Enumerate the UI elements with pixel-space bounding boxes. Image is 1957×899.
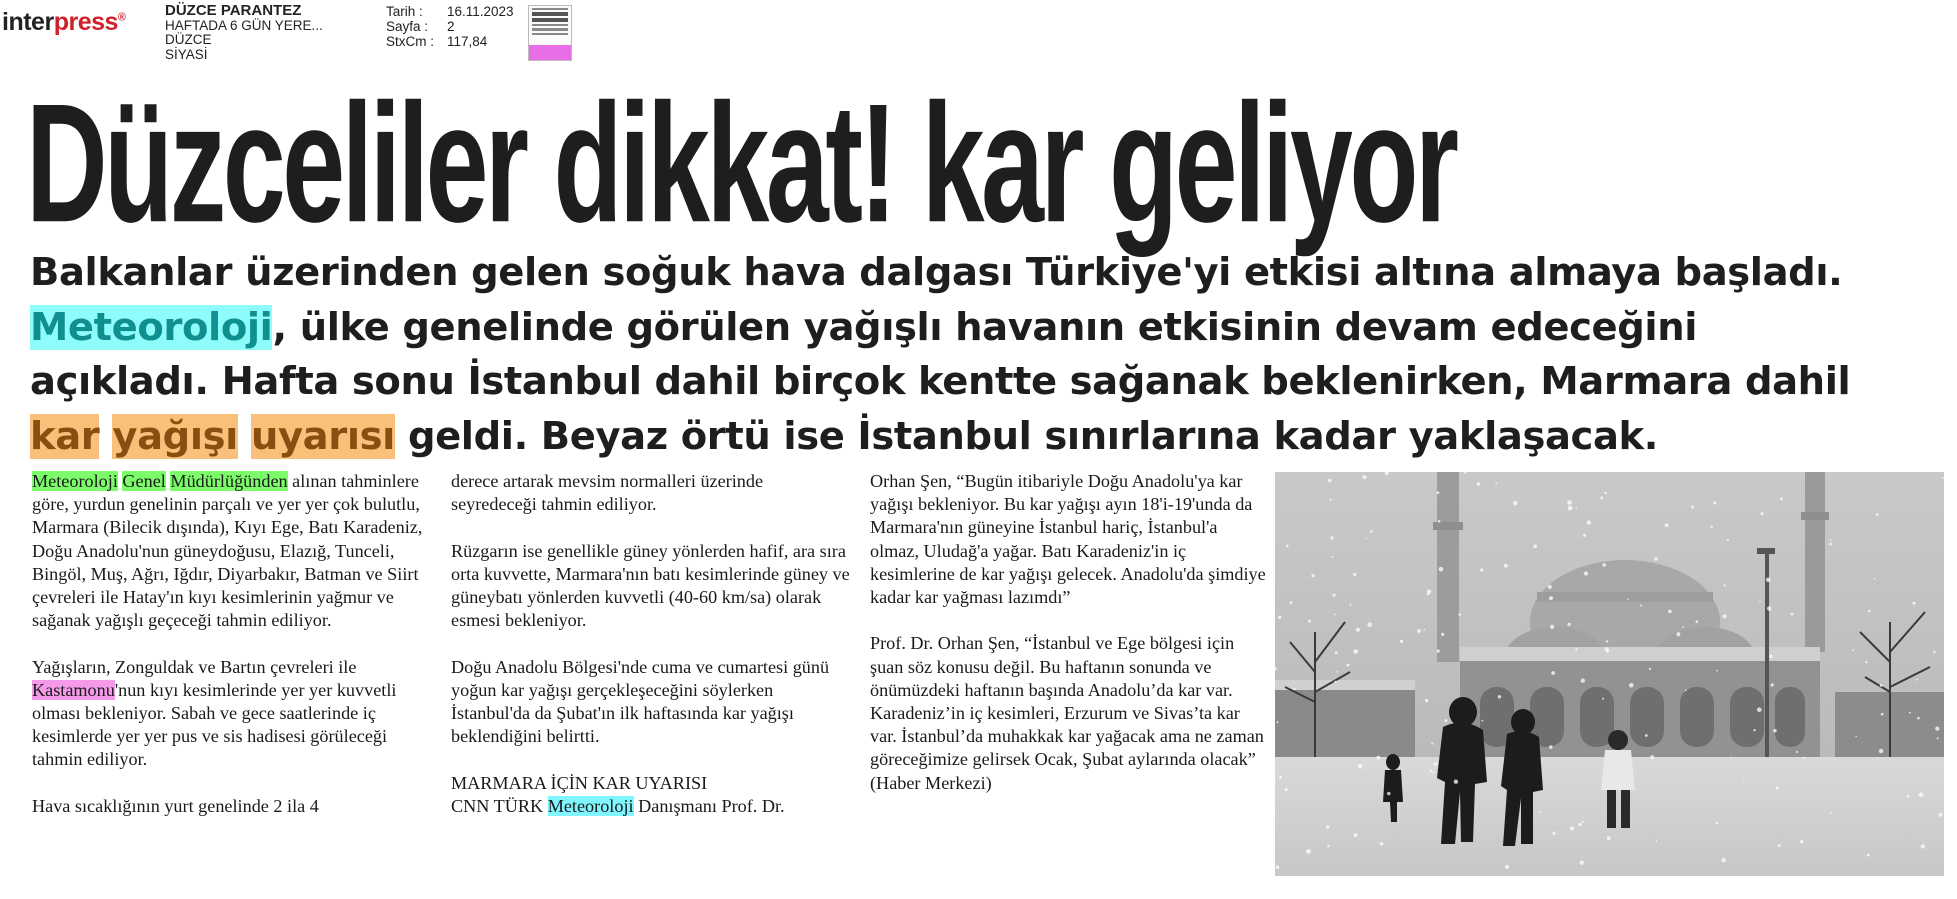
meta-stxcm-value: 117,84: [447, 34, 488, 49]
article-paragraph: [451, 795, 851, 818]
interpress-logo: [2, 8, 126, 37]
thumbnail-highlight: [529, 45, 571, 60]
page-thumbnail[interactable]: [528, 5, 572, 61]
meta-page-value: 2: [447, 19, 455, 34]
article-subheading: MARMARA İÇİN KAR UYARISI: [451, 772, 708, 793]
lead-line-text: , ülke genelinde görülen yağışlı havanın etkisinin devam edeceğini: [272, 304, 1698, 350]
meta-page-row: [386, 19, 514, 34]
article-paragraph: Rüzgarın ise genellikle güney yönlerden hafif, ara sıra orta kuvvette, Marmara'nın batı kesimlerinde güney ve güneybatı yönlerden kuvvetli (40-60 km/sa) olarak esmesi bekleniyor.: [451, 540, 850, 631]
highlight-keyword: Kastamonu: [32, 679, 115, 700]
meta-page-label: Sayfa :: [386, 19, 429, 34]
thumbnail-line: [532, 33, 568, 35]
lead-line: [30, 301, 1940, 356]
article-paragraph: Prof. Dr. Orhan Şen, “İstanbul ve Ege bölgesi için şuan söz konusu değil. Bu haftanın sonunda ve önümüzdeki haftanın başında Anadolu’da kar var. Karadeniz’in iç kesimleri, Erzurum ve Sivas’ta kar var. İstanbul’da muhakkak kar yağacak ama ne zaman göreceğimize gelirsek Ocak, Şubat aylarında olacak”: [870, 633, 1264, 770]
logo-text-press: press: [53, 8, 118, 36]
article-column-3: [870, 470, 1270, 795]
publication-name: DÜZCE PARANTEZ: [165, 2, 302, 19]
article-lead: [30, 246, 1940, 464]
publication-info: [165, 4, 323, 62]
article-photo-snow-mosque[interactable]: [1275, 472, 1944, 876]
publication-city: DÜZCE: [165, 32, 212, 47]
article-paragraph: [32, 656, 427, 772]
article-paragraph: Hava sıcaklığının yurt genelinde 2 ila 4: [32, 795, 319, 816]
publication-frequency: HAFTADA 6 GÜN YERE...: [165, 17, 323, 33]
lead-line-text: geldi. Beyaz örtü ise İstanbul sınırlarına kadar yaklaşacak.: [394, 413, 1658, 459]
highlight-keyword: Meteoroloji: [32, 471, 118, 491]
paragraph-text: 'nun kıyı kesimlerinde yer yer kuvvetli olması bekleniyor. Sabah ve gece saatlerinde iç kesimlerde yer yer pus ve sis hadisesi görüleceği tahmin ediliyor.: [32, 679, 397, 770]
lead-line: Balkanlar üzerinden gelen soğuk hava dalgası Türkiye'yi etkisi altına almaya başladı.: [30, 250, 1843, 295]
clipping-header: [0, 0, 1957, 66]
article-paragraph: Orhan Şen, “Bugün itibariyle Doğu Anadolu'ya kar yağışı bekleniyor. Bu kar yağışı ayın 18'i-19'unda da Marmara'nın güneyine İstanbul hariç, İstanbul'a olmaz, Uludağ'a yağar. Batı Karadeniz'in iç kesimlerine de kar yağışı gelecek. Anadolu'da şimdiye kadar kar yağması lazımdı”: [870, 471, 1266, 608]
thumbnail-line: [532, 24, 568, 26]
snow-scene-illustration: [1275, 472, 1944, 876]
highlight-keyword: kar: [30, 413, 100, 459]
paragraph-text: Danışmanı Prof. Dr.: [633, 795, 785, 816]
highlight-keyword: Meteoroloji: [547, 795, 634, 816]
publication-category: SİYASİ: [165, 46, 208, 62]
thumbnail-line: [532, 12, 568, 16]
article-paragraph: [32, 470, 427, 632]
paragraph-text: alınan tahminlere göre, yurdun genelinin parçalı ve yer yer çok bulutlu, Marmara (Bilecik dışında), Kıyı Ege, Batı Karadeniz, Doğu Anadolu'nun güneydoğusu, Elazığ, Tunceli, Bingöl, Muş, Ağrı, Iğdır, Diyarbakır, Batman ve Siirt çevreleri ile Hatay'ın kıyı kesimlerinin yağmur ve sağanak yağışlı geçeceği tahmin ediliyor.: [32, 471, 423, 631]
thumbnail-line: [532, 8, 568, 10]
meta-date-value: 16.11.2023: [447, 4, 514, 19]
article-paragraph: Doğu Anadolu Bölgesi'nde cuma ve cumartesi günü yoğun kar yağışı gerçekleşeceğini söylerken İstanbul'da da Şubat'ın ilk haftasında kar yağışı beklendiğini belirtti.: [451, 656, 830, 747]
article-credit: (Haber Merkezi): [870, 772, 992, 793]
registered-mark: ®: [117, 11, 126, 24]
thumbnail-line: [532, 18, 568, 22]
highlight-keyword: Meteoroloji: [30, 304, 273, 350]
lead-line: [30, 410, 1940, 465]
paragraph-text: CNN TÜRK: [451, 795, 548, 816]
meta-stxcm-row: [386, 34, 514, 49]
article-column-1: [32, 470, 427, 818]
thumbnail-line: [532, 28, 568, 31]
meta-date-label: Tarih :: [386, 4, 423, 19]
logo-text-inter: inter: [2, 8, 54, 36]
highlight-keyword: yağışı: [112, 413, 238, 459]
article-paragraph: derece artarak mevsim normalleri üzerinde seyredeceği tahmin ediliyor.: [451, 471, 764, 515]
highlight-keyword: uyarısı: [250, 413, 395, 459]
highlight-keyword: Müdürlüğünden: [170, 471, 288, 491]
article-headline: Düzceliler dikkat! kar geliyor: [26, 68, 1456, 258]
clipping-meta: [386, 4, 514, 49]
highlight-keyword: Genel: [122, 471, 166, 491]
lead-line: açıkladı. Hafta sonu İstanbul dahil birçok kentte sağanak beklenirken, Marmara dahil: [30, 359, 1851, 404]
meta-stxcm-label: StxCm :: [386, 34, 435, 49]
article-column-2: [451, 470, 851, 818]
paragraph-text: Yağışların, Zonguldak ve Bartın çevreleri ile: [32, 656, 357, 677]
meta-date-row: [386, 4, 514, 19]
